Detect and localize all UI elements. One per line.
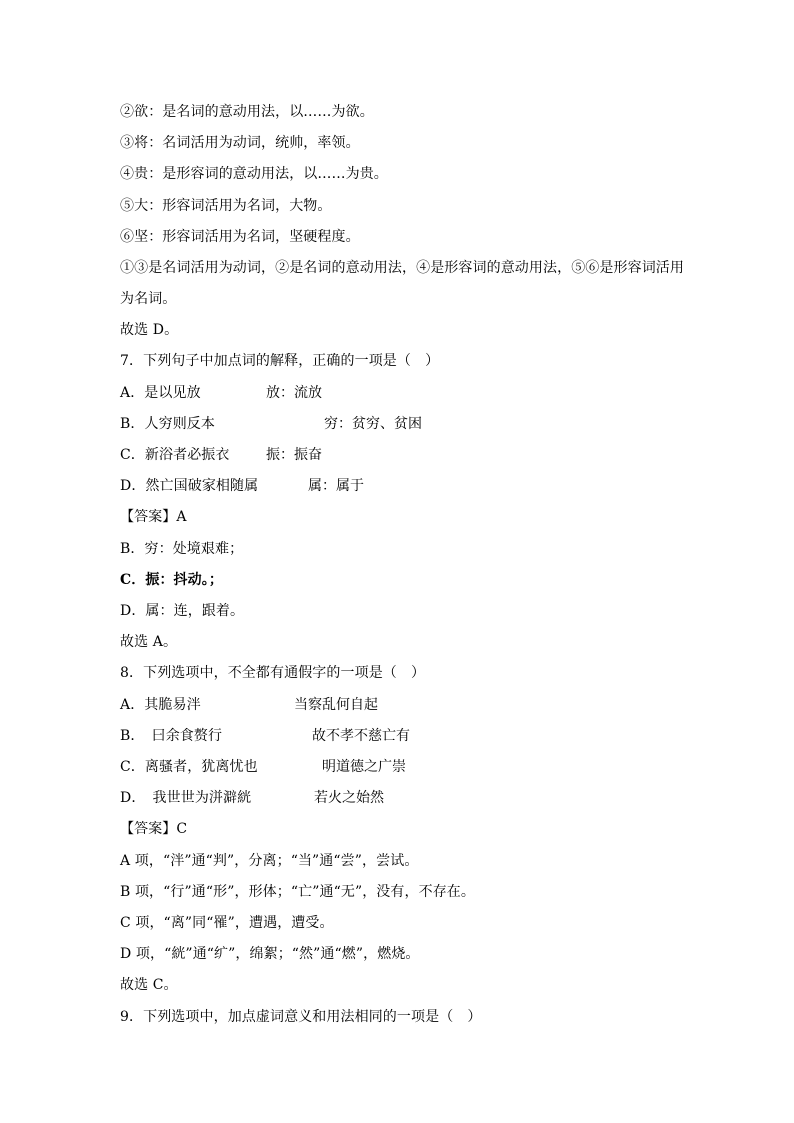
explanation-line: ③将：名词活用为动词，统帅，率领。 — [120, 135, 360, 151]
answer-7: 【答案】A — [120, 509, 187, 525]
q8-option-c-right: 明道德之广崇 — [322, 759, 406, 775]
q8-option-a: A．其脆易泮 — [120, 697, 201, 713]
q7-option-d: D．然亡国破家相随属 — [120, 478, 259, 494]
explanation-line: C 项，“离”同“罹”，遭遇，遭受。 — [120, 915, 334, 931]
explanation-line: ⑥坚：形容词活用为名词，坚硬程度。 — [120, 229, 360, 245]
explanation-line: D．属：连，跟着。 — [120, 603, 245, 619]
explanation-line: B．穷：处境艰难； — [120, 541, 244, 557]
explanation-line: D 项，“絖”通“纩”，绵絮；“然”通“燃”，燃烧。 — [120, 946, 420, 962]
explanation-line: 为名词。 — [120, 291, 177, 307]
explanation-line: B 项，“行”通“形”，形体；“亡”通“无”，没有，不存在。 — [120, 884, 475, 900]
q7-option-b-gloss: 穷：贫穷、贫困 — [324, 416, 422, 432]
explanation-line: C．振：抖动。； — [120, 572, 223, 588]
q8-option-a-right: 当察乱何自起 — [294, 697, 378, 713]
q7-option-a-gloss: 放：流放 — [266, 385, 322, 401]
explanation-line: ①③是名词活用为动词，②是名词的意动用法，④是形容词的意动用法，⑤⑥是形容词活用 — [120, 260, 684, 276]
explanation-line: ④贵：是形容词的意动用法，以……为贵。 — [120, 166, 388, 182]
q8-option-c: C．离骚者，犹离忧也 — [120, 759, 258, 775]
answer-8: 【答案】C — [120, 821, 188, 837]
q8-option-d: D． 我世世为洴澼絖 — [120, 790, 252, 806]
question-9-stem: 9．下列选项中，加点虚词意义和用法相同的一项是（ ） — [120, 1009, 482, 1025]
explanation-line: ②欲：是名词的意动用法，以……为欲。 — [120, 104, 374, 120]
conclusion-line: 故选 C。 — [120, 977, 178, 993]
explanation-line: ⑤大：形容词活用为名词，大物。 — [120, 198, 332, 214]
q7-option-c: C．新浴者必振衣 — [120, 447, 230, 463]
question-8-stem: 8．下列选项中，不全都有通假字的一项是（ ） — [120, 665, 426, 681]
q8-option-d-right: 若火之始然 — [314, 790, 384, 806]
conclusion-line: 故选 D。 — [120, 322, 179, 338]
q8-option-b: B． 曰余食赘行 — [120, 728, 223, 744]
explanation-line: A 项，“泮”通“判”，分离；“当”通“尝”，尝试。 — [120, 853, 419, 869]
q7-option-a: A．是以见放 — [120, 385, 201, 401]
question-7-stem: 7．下列句子中加点词的解释，正确的一项是（ ） — [120, 353, 440, 369]
q7-option-c-gloss: 振：振奋 — [266, 447, 322, 463]
conclusion-line: 故选 A。 — [120, 634, 178, 650]
q7-option-b: B．人穷则反本 — [120, 416, 215, 432]
q7-option-d-gloss: 属：属于 — [308, 478, 364, 494]
q8-option-b-right: 故不孝不慈亡有 — [312, 728, 410, 744]
